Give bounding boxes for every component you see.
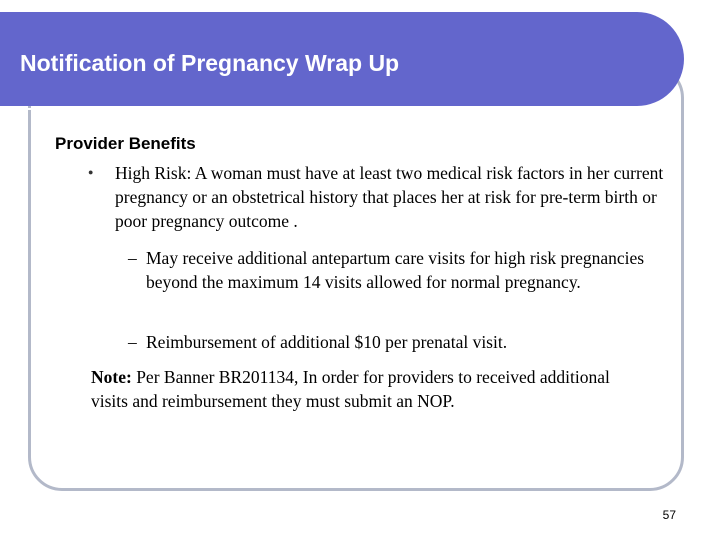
section-heading: Provider Benefits [55,134,196,153]
sub-point-1-text: May receive additional antepartum care visits for high risk pregnancies beyond the maximum 14 visits allowed for normal pregnancy. [146,248,645,292]
title-bar [0,12,684,106]
note-text: Per Banner BR201134, In order for providers to received additional visits and reimbursement they must submit an NOP. [91,367,610,411]
slide-title: Notification of Pregnancy Wrap Up [20,50,400,76]
note-label: Note: [91,367,132,387]
dash-icon: – [128,248,137,268]
page-number: 57 [662,508,676,522]
note-paragraph [91,365,651,413]
dash-icon: – [128,332,137,352]
bullet-icon: ● [88,167,94,177]
title-underline [18,108,636,110]
sub-point-2-text: Reimbursement of additional $10 per prenatal visit. [146,332,508,352]
main-point-text: High Risk: A woman must have at least two medical risk factors in her current pregnancy or an obstetrical history that places her at risk for pre-term birth or poor pregnancy outcome . [115,163,664,231]
